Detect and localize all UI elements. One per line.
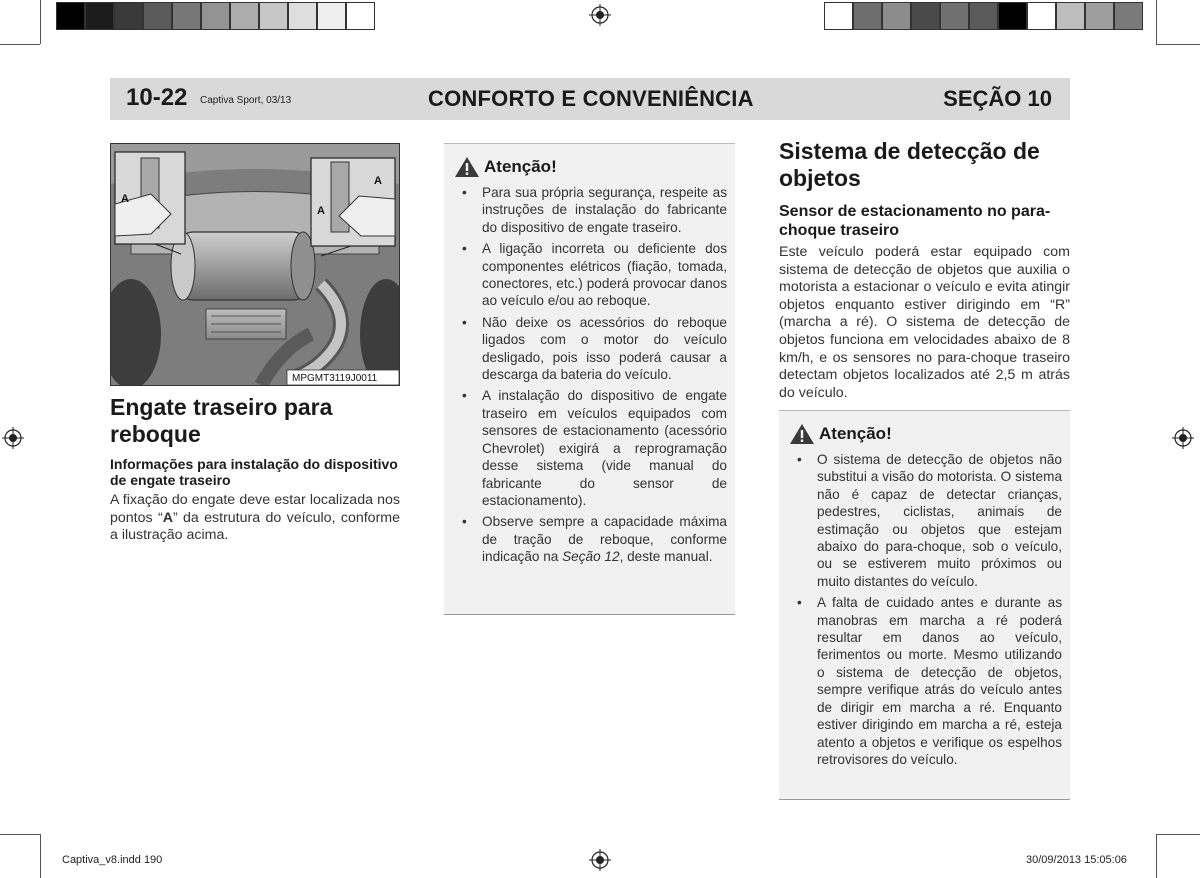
crop-mark	[1156, 834, 1200, 835]
footer-file-info: Captiva_v8.indd 190	[62, 854, 163, 866]
section-label: SEÇÃO 10	[943, 86, 1052, 111]
crop-mark	[0, 834, 40, 835]
color-swatch	[1085, 2, 1114, 30]
warning-box-towing	[444, 143, 735, 615]
warning-title: Atenção!	[819, 424, 892, 443]
figure-callout-a: A	[121, 193, 129, 205]
color-swatch	[1027, 2, 1056, 30]
color-swatch	[114, 2, 143, 30]
registration-mark-icon	[2, 427, 24, 449]
warning-item: • Para sua própria segurança, respeite as instruções de instalação do fabricante do dispositivo de engate traseiro.	[462, 185, 727, 235]
figure-callout-a: A	[317, 205, 325, 217]
subheading-parking-sensor: Sensor de estacionamento no para-choque traseiro	[779, 203, 1051, 239]
color-swatch	[317, 2, 346, 30]
color-swatch	[56, 2, 85, 30]
color-swatch	[346, 2, 375, 30]
body-text-installation: A fixação do engate deve estar localizada nos pontos “A” da estrutura do veículo, conforme a ilustração acima.	[110, 492, 400, 544]
color-swatch	[172, 2, 201, 30]
crop-mark	[0, 44, 40, 45]
subheading-installation: Informações para instalação do dispositivo de engate traseiro	[110, 456, 398, 488]
page-number: 10-22	[126, 84, 188, 111]
tow-hitch-figure	[110, 143, 400, 386]
warning-header	[789, 423, 1062, 445]
left-column	[110, 394, 400, 545]
footer-timestamp: 30/09/2013 15:05:06	[1026, 854, 1127, 866]
color-swatch	[969, 2, 998, 30]
crop-mark	[1156, 0, 1157, 44]
warning-triangle-icon	[789, 423, 815, 445]
section-heading-object-detection: Sistema de detecção de objetos	[779, 138, 1040, 191]
color-swatch	[1114, 2, 1143, 30]
crop-mark	[40, 0, 41, 44]
warning-item: • A instalação do dispositivo de engate traseiro em veículos equipados com sensores de estacionamento (acessório Chevrolet) exigirá a reprogramação desse sistema (vide manual do fabricante do sensor de estacionamento).	[462, 388, 727, 508]
vehicle-underbody-illustration	[111, 144, 399, 385]
figure-code: MPGMT3119J0011	[292, 373, 378, 384]
color-swatch	[998, 2, 1027, 30]
warning-header	[454, 156, 727, 178]
warning-box-parking-sensor	[779, 410, 1070, 800]
color-swatch	[143, 2, 172, 30]
warning-item: • Observe sempre a capacidade máxima de tração de reboque, conforme indicação na Seção 12, deste manual.	[462, 514, 727, 565]
color-swatch	[940, 2, 969, 30]
crop-mark	[1156, 834, 1157, 878]
warning-item: • Não deixe os acessórios do reboque ligados com o motor do veículo desligado, pois isso poderá causar a descarga da bateria do veículo.	[462, 314, 727, 383]
figure-callout-a: A	[374, 175, 382, 187]
section-heading-tow-hitch: Engate traseiro para reboque	[110, 394, 333, 447]
warning-item: • A falta de cuidado antes e durante as manobras em marcha a ré poderá resultar em danos ao veículo, ferimentos ou morte. Mesmo utilizando o sistema de detecção de objetos, sempre verifique atrás do veículo antes de dirigir em marcha a ré. Enquanto estiver dirigindo em marcha a ré, esteja atento a objetos e verifique os espelhos retrovisores do veículo.	[797, 595, 1062, 767]
color-swatch	[882, 2, 911, 30]
color-swatch	[288, 2, 317, 30]
registration-mark-icon	[589, 849, 611, 871]
warning-triangle-icon	[454, 156, 480, 178]
warning-item: • O sistema de detecção de objetos não substitui a visão do motorista. O sistema não é capaz de detectar crianças, pedestres, ciclistas, animais de estimação ou objetos que estejam abaixo do para-choque, sob o veículo, ou se estiverem muito próximos ou muito distantes do veículo.	[797, 452, 1062, 589]
page-header	[110, 78, 1070, 120]
warning-title: Atenção!	[484, 157, 557, 176]
crop-mark	[1156, 44, 1200, 45]
crop-mark	[40, 834, 41, 878]
color-swatch	[824, 2, 853, 30]
color-swatch	[85, 2, 114, 30]
right-column	[779, 138, 1070, 402]
color-swatch	[1056, 2, 1085, 30]
warning-item: • A ligação incorreta ou deficiente dos componentes elétricos (fiação, tomada, conectores, etc.) poderá provocar danos ao veículo e/ou ao reboque.	[462, 241, 727, 309]
body-text-parking-sensor: Este veículo poderá estar equipado com sistema de detecção de objetos que auxilia o motorista a estacionar o veículo e evita atingir objetos enquanto estiver dirigindo em “R” (marcha a ré). O sistema de detecção de objetos funciona em velocidades abaixo de 8 km/h, e os sensores no para-choque traseiro detectam objetos localizados até 2,5 m atrás do veículo.	[779, 244, 1070, 401]
registration-mark-icon	[589, 4, 611, 26]
color-swatch	[911, 2, 940, 30]
chapter-title: CONFORTO E CONVENIÊNCIA	[428, 86, 754, 111]
model-info: Captiva Sport, 03/13	[200, 95, 292, 106]
color-swatch	[853, 2, 882, 30]
registration-mark-icon	[1172, 427, 1194, 449]
warning-list	[789, 451, 1062, 768]
warning-list	[454, 184, 727, 566]
color-swatch	[259, 2, 288, 30]
color-swatch	[201, 2, 230, 30]
color-swatch	[230, 2, 259, 30]
